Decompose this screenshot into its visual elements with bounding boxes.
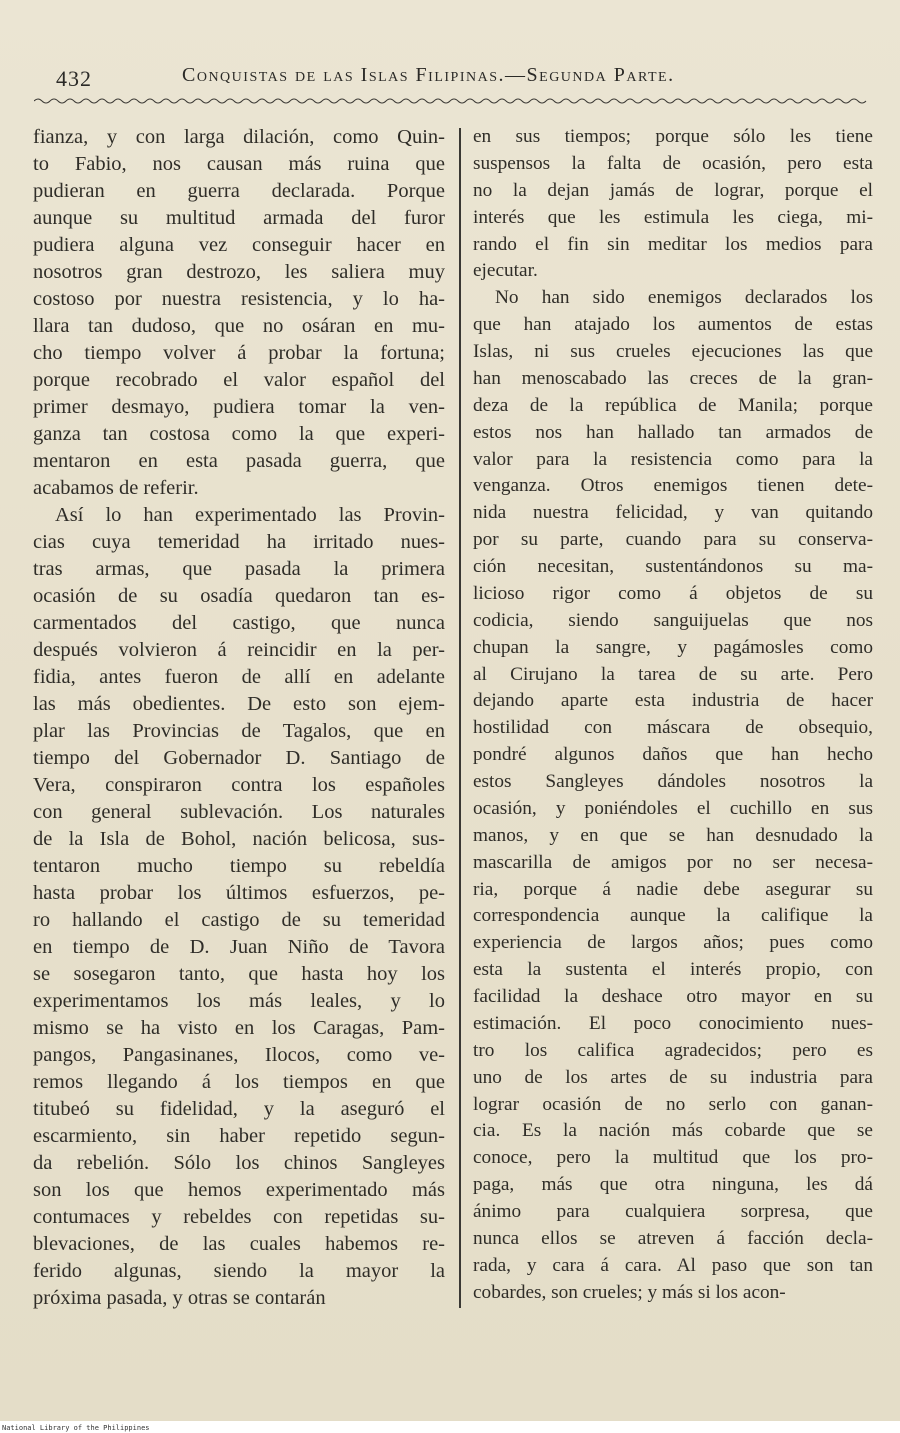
- text-line: carmentados del castigo, que nunca: [33, 612, 445, 634]
- text-line: interés que les estimula les ciega, mi-: [473, 206, 873, 228]
- text-line: porque recobrado el valor español del: [33, 369, 445, 391]
- text-line: ocasión, y poniéndoles el cuchillo en sus: [473, 797, 873, 819]
- text-line: hostilidad con máscara de obsequio,: [473, 717, 873, 739]
- text-line: valor para la resistencia como para la: [473, 448, 873, 470]
- text-line: estos Sangleyes dándoles nosotros la: [473, 771, 873, 792]
- text-line: da rebelión. Sólo los chinos Sangleyes: [33, 1152, 445, 1174]
- text-line: Así lo han experimentado las Provin-: [55, 504, 445, 526]
- text-line: deza de la república de Manila; porque: [473, 394, 873, 416]
- text-line: uno de los artes de su industria para: [473, 1066, 873, 1088]
- text-line: nunca ellos se atreven á facción decla-: [473, 1227, 873, 1249]
- text-line: to Fabio, nos causan más ruina que: [33, 153, 445, 175]
- text-line: nida nuestra felicidad, y van quitando: [473, 502, 873, 524]
- page-header: [40, 60, 870, 90]
- text-line: tras armas, que pasada la primera: [33, 558, 445, 580]
- text-line: estos nos han hallado tan armados de: [473, 421, 873, 443]
- text-line: ocasión de su osadía quedaron tan es-: [33, 585, 445, 607]
- text-line: mascarilla de amigos por no ser necesa-: [473, 851, 873, 873]
- text-line: cobardes, son crueles; y más si los acon-: [473, 1281, 786, 1303]
- text-line: fianza, y con larga dilación, como Quin-: [33, 126, 445, 148]
- text-line: son los que hemos experimentado más: [33, 1179, 445, 1201]
- text-line: acabamos de referir.: [33, 477, 199, 499]
- text-line: costoso por nuestra resistencia, y lo ha-: [33, 288, 445, 310]
- text-line: tro los califica agradecidos; pero es: [473, 1039, 873, 1061]
- text-line: facilidad la deshace otro mayor en su: [473, 986, 873, 1007]
- text-line: ria, porque á nadie debe asegurar su: [473, 878, 873, 900]
- text-line: conoce, pero la multitud que los pro-: [473, 1147, 873, 1169]
- text-line: pondré algunos daños que han hecho: [473, 744, 873, 766]
- running-head: Conquistas de las Islas Filipinas.—Segunda Parte.: [182, 64, 675, 86]
- text-line: experimentamos los más leales, y lo: [33, 990, 445, 1012]
- text-line: contumaces y rebeldes con repetidas su-: [33, 1206, 445, 1228]
- text-line: próxima pasada, y otras se contarán: [33, 1287, 326, 1309]
- text-line: ánimo para cualquiera sorpresa, que: [473, 1201, 873, 1222]
- text-line: mismo se ha visto en los Caragas, Pam-: [33, 1017, 445, 1039]
- text-line: esta la sustenta el interés propio, con: [473, 959, 873, 981]
- text-line: pangos, Pangasinanes, Ilocos, como ve-: [33, 1044, 445, 1066]
- text-line: plar las Provincias de Tagalos, que en: [33, 720, 445, 742]
- text-line: de la Isla de Bohol, nación belicosa, sus-: [33, 828, 445, 850]
- text-line: blevaciones, de las cuales habemos re-: [33, 1233, 445, 1255]
- text-line: hasta probar los últimos esfuerzos, pe-: [33, 882, 445, 904]
- text-line: al Cirujano la tarea de su arte. Pero: [473, 663, 873, 685]
- text-line: han menoscabado las creces de la gran-: [473, 367, 873, 389]
- left-text-column: [33, 124, 445, 1312]
- text-line: se sosegaron tanto, que hasta hoy los: [33, 963, 445, 985]
- text-line: paga, más que otra ninguna, les dá: [473, 1174, 873, 1196]
- text-line: No han sido enemigos declarados los: [495, 287, 873, 309]
- text-line: pudieran en guerra declarada. Porque: [33, 180, 445, 202]
- text-line: chupan la sangre, y pagámosles como: [473, 636, 873, 658]
- text-line: en tiempo de D. Juan Niño de Tavora: [33, 936, 445, 958]
- text-line: ferido algunas, siendo la mayor la: [33, 1260, 445, 1282]
- text-line: ganza tan costosa como la que experi-: [33, 423, 445, 445]
- text-line: que han atajado los aumentos de estas: [473, 314, 873, 336]
- text-line: en sus tiempos; porque sólo les tiene: [473, 126, 873, 147]
- text-line: rando el fin sin meditar los medios para: [473, 233, 873, 255]
- text-line: por su parte, cuando para su conserva-: [473, 529, 873, 551]
- text-line: ejecutar.: [473, 260, 538, 282]
- text-line: manos, y en que se han desnudado la: [473, 824, 873, 846]
- text-line: rada, y cara á cara. Al paso que son tan: [473, 1254, 873, 1276]
- text-line: codicia, siendo sanguijuelas que nos: [473, 609, 873, 631]
- column-divider: [459, 128, 461, 1308]
- text-line: escarmiento, sin haber repetido segun-: [33, 1125, 445, 1147]
- page-number: 432: [56, 66, 92, 91]
- text-line: cho tiempo volver á probar la fortuna;: [33, 342, 445, 364]
- text-line: cia. Es la nación más cobarde que se: [473, 1120, 873, 1142]
- text-line: cias cuya temeridad ha irritado nues-: [33, 531, 445, 553]
- header-ornamental-rule: [34, 96, 870, 106]
- text-line: pudiera alguna vez conseguir hacer en: [33, 234, 445, 256]
- text-line: aunque su multitud armada del furor: [33, 207, 445, 229]
- text-line: estimación. El poco conocimiento nues-: [473, 1012, 873, 1034]
- text-line: nosotros gran destrozo, les saliera muy: [33, 261, 445, 283]
- text-line: llara tan dudoso, que no osáran en mu-: [33, 315, 445, 337]
- text-line: venganza. Otros enemigos tienen dete-: [473, 475, 873, 497]
- right-text-column: [473, 124, 873, 1307]
- text-line: primer desmayo, pudiera tomar la ven-: [33, 396, 445, 418]
- text-line: ro hallando el castigo de su temeridad: [33, 909, 445, 931]
- text-line: Vera, conspiraron contra los españoles: [33, 774, 445, 796]
- text-line: lograr ocasión de no serlo con ganan-: [473, 1093, 873, 1115]
- footer-credit: National Library of the Philippines: [2, 1424, 150, 1432]
- text-line: con general sublevación. Los naturales: [33, 801, 445, 823]
- text-line: las más obedientes. De esto son ejem-: [33, 693, 445, 715]
- text-line: ción necesitan, sustentándonos su ma-: [473, 556, 873, 577]
- text-line: no la dejan jamás de lograr, porque el: [473, 179, 873, 201]
- text-line: mentaron en esta pasada guerra, que: [33, 450, 445, 472]
- text-line: suspensos la falta de ocasión, pero esta: [473, 152, 873, 174]
- text-line: correspondencia aunque la califique la: [473, 905, 873, 927]
- text-line: titubeó su fidelidad, y la aseguró el: [33, 1098, 445, 1120]
- text-line: experiencia de largos años; pues como: [473, 932, 873, 954]
- text-line: Islas, ni sus crueles ejecuciones las que: [473, 341, 873, 362]
- text-line: licioso rigor como á objetos de su: [473, 582, 873, 604]
- text-line: remos llegando á los tiempos en que: [33, 1071, 445, 1093]
- text-line: tentaron mucho tiempo su rebeldía: [33, 855, 445, 877]
- text-line: dejando aparte esta industria de hacer: [473, 690, 873, 712]
- text-line: después volvieron á reincidir en la per-: [33, 639, 445, 661]
- text-line: tiempo del Gobernador D. Santiago de: [33, 747, 445, 769]
- text-line: fidia, antes fueron de allí en adelante: [33, 666, 445, 688]
